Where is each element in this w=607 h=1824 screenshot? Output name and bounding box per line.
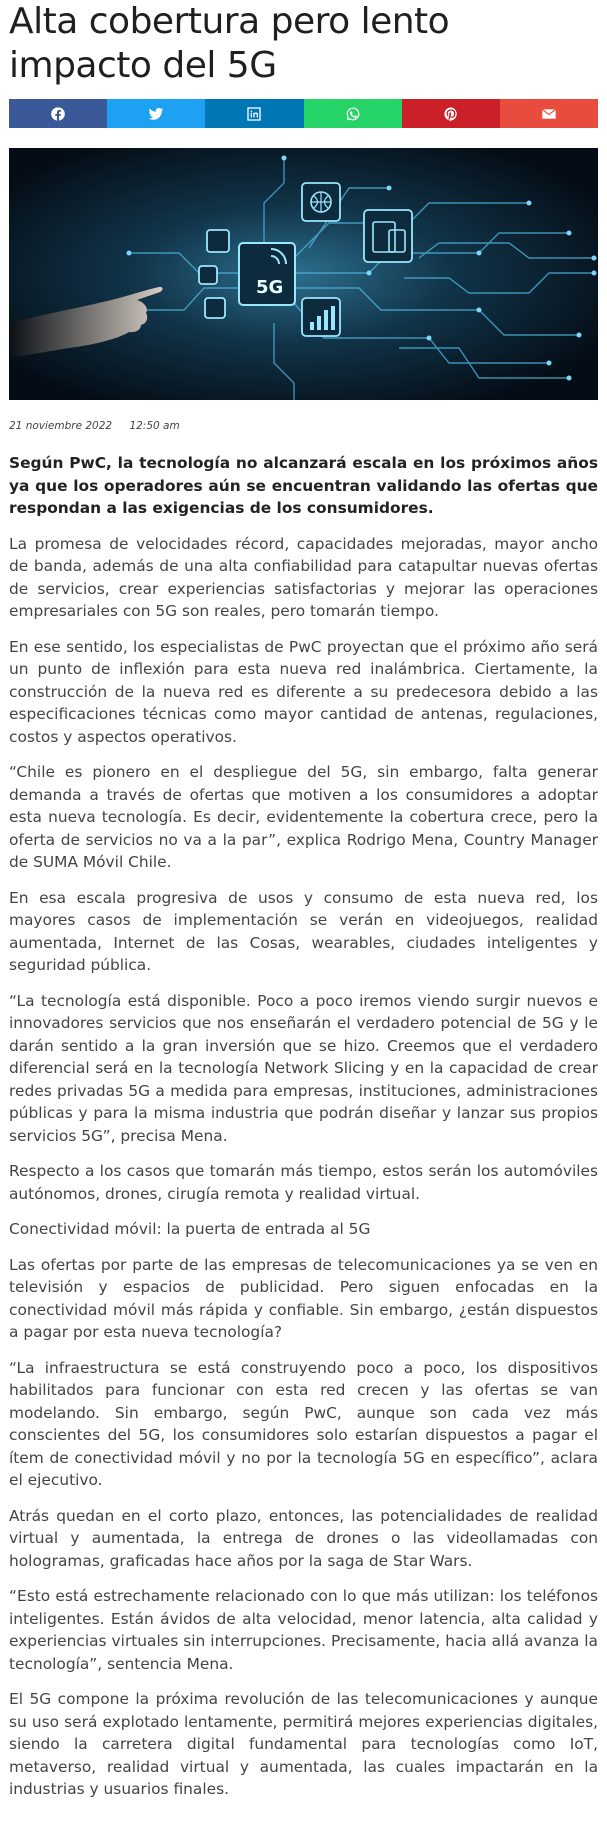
share-email-button[interactable] [500, 99, 598, 128]
article-paragraph: “Chile es pionero en el despliegue del 5G, sin embargo, falta generar demanda a través de ofertas que motiven a los consumidores a adoptar esta nueva tecnología. Es decir, evidentemente la cobertura crece, pero la oferta de servicios no va a la par”, explica Rodrigo Mena, Country Manager de SUMA Móvil Chile. [9, 763, 598, 871]
facebook-icon [50, 106, 66, 122]
email-icon [541, 106, 557, 122]
share-facebook-button[interactable] [9, 99, 107, 128]
whatsapp-icon [345, 106, 361, 122]
article-paragraph: “La infraestructura se está construyendo poco a poco, los dispositivos habilitados para funcionar con esta red crecen y las ofertas se van modelando. Sin embargo, según PwC, aunque son cada vez más conscientes del 5G, los consumidores solo estarían dispuestos a pagar el ítem de conectividad móvil y no por la tecnología 5G en específico”, aclara el ejecutivo. [9, 1358, 598, 1489]
article-paragraph: Respecto a los casos que tomarán más tiempo, estos serán los automóviles autónomos, drones, cirugía remota y realidad virtual. [9, 1162, 598, 1203]
article-date: 21 noviembre 2022 [9, 420, 113, 432]
linkedin-icon [246, 106, 262, 122]
article-body [9, 533, 598, 1801]
article-paragraph: El 5G compone la próxima revolución de las telecomunicaciones y aunque su uso será explotado lentamente, permitirá mejores experiencias digitales, siendo la carretera digital fundamental para tecnologías como IoT, metaverso, realidad virtual y aumentada, las cuales impactarán en la industrias y usuarios finales. [9, 1690, 598, 1798]
article-paragraph: En ese sentido, los especialistas de PwC proyectan que el próximo año será un punto de inflexión para esta nueva red inalámbrica. Ciertamente, la construcción de la nueva red es diferente a su predecesora debido a las especificaciones técnicas como mayor cantidad de antenas, regulaciones, costos y aspectos operativos. [9, 637, 598, 746]
article-paragraph: “Esto está estrechamente relacionado con lo que más utilizan: los teléfonos inteligentes. Están ávidos de alta velocidad, menor latencia, alta calidad y experiencias virtuales sin interrupciones. Precisamente, hacia allá avanza la tecnología”, sentencia Mena. [9, 1587, 598, 1673]
share-twitter-button[interactable] [107, 99, 205, 128]
article-paragraph: La promesa de velocidades récord, capacidades mejoradas, mayor ancho de banda, además de una alta confiabilidad para catapultar nuevas ofertas de servicios, crear experiencias satisfactorias y mejorar las operaciones empresariales con 5G son reales, pero tomarán tiempo. [9, 534, 598, 620]
article-paragraph: En esa escala progresiva de usos y consumo de esta nueva red, los mayores casos de implementación se verán en videojuegos, realidad aumentada, Internet de las Cosas, wearables, ciudades inteligentes y seguridad pública. [9, 888, 598, 974]
article-paragraph: Atrás quedan en el corto plazo, entonces, las potencialidades de realidad virtual y aumentada, la entrega de drones o las videollamadas con hologramas, graficadas hace años por la saga de Star Wars. [9, 1506, 598, 1570]
pinterest-icon [443, 106, 459, 122]
hero-5g-text: 5G [256, 277, 284, 298]
share-pinterest-button[interactable] [402, 99, 500, 128]
twitter-icon [148, 106, 164, 122]
article-meta [9, 420, 598, 436]
share-linkedin-button[interactable] [205, 99, 303, 128]
article-time: 12:50 am [129, 420, 180, 432]
article-paragraph: Las ofertas por parte de las empresas de telecomunicaciones ya se ven en televisión y espacios de publicidad. Pero siguen enfocadas en la conectividad móvil más rápida y confiable. Sin embargo, ¿están dispuestos a pagar por esta nueva tecnología? [9, 1255, 598, 1341]
article-paragraph: “La tecnología está disponible. Poco a poco iremos viendo surgir nuevos e innovadores servicios que nos enseñarán el verdadero potencial de 5G y le darán sentido a la gran inversión que se hizo. Creemos que el verdadero diferencial será en la tecnología Network Slicing y en la capacidad de crear redes privadas 5G a medida para empresas, instituciones, administraciones públicas y para la misma industria que podrán diseñar y lanzar sus propios servicios 5G”, precisa Mena. [9, 991, 598, 1145]
hero-image [9, 148, 598, 400]
article-lead: Según PwC, la tecnología no alcanzará escala en los próximos años ya que los operadores aún se encuentran validando las ofertas que respondan a las exigencias de los consumidores. [9, 454, 598, 517]
share-whatsapp-button[interactable] [304, 99, 402, 128]
article-title: Alta cobertura pero lento impacto del 5G [9, 1, 450, 86]
share-bar [9, 99, 598, 128]
article-subheading: Conectividad móvil: la puerta de entrada al 5G [9, 1220, 371, 1238]
